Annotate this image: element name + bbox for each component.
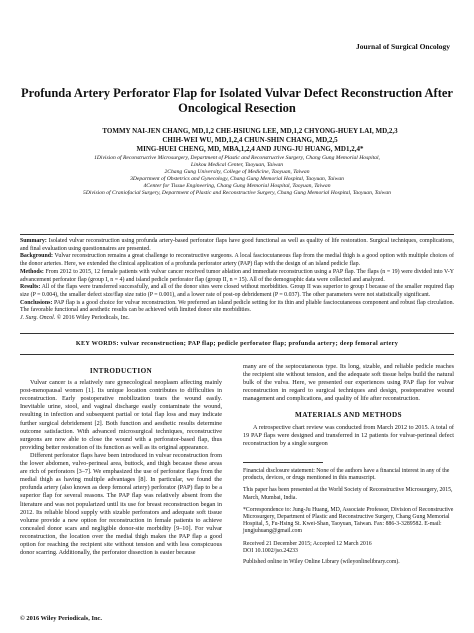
keywords <box>20 340 454 347</box>
footnote: Received 21 December 2015; Accepted 12 March 2016 <box>243 540 372 547</box>
abstract-results: Results: All of the flaps were transferred successfully, and all of the donor sites were closed without morbidities. Group II was superior to group I because of the smaller required flap size (P = 0.004), the smaller defect size/flap size ratio (P = 0.001), and a lower rate of post-op debridement (P = 0.037). The other parameters were not statistically significant. <box>20 284 454 298</box>
footnote: Financial disclosure statement: None of the authors have a financial interest in any of the products, devices, or drugs mentioned in this manuscript. <box>243 468 450 482</box>
author-line: CHIH-WEI WU, MD,1,2,4 CHUN-SHIN CHANG, MD,2,5 <box>162 136 338 144</box>
body-paragraph: A retrospective chart review was conducted from March 2012 to 2015. A total of 19 PAP flaps were designed and transferred in 12 patients for vulvar-perineal defect reconstruction by a single surgeon <box>243 423 454 447</box>
author-list <box>60 127 440 154</box>
abstract-background: Background: Vulvar reconstruction remains a great challenge to reconstructive surgeons. A local fasciocutaneous flap from the medial thigh is a good option with multiple choices of the donor arteries. Here, we extended the clinical application of a profunda perforator artery (PAP) flap with the design of an island pedicle flap. <box>20 253 454 268</box>
right-column <box>243 363 454 448</box>
abstract-top-rule <box>20 234 454 235</box>
abstract-citation: J. Surg. Oncol. © 2016 Wiley Periodicals, Inc. <box>20 315 130 322</box>
footnote: DOI 10.1002/jso.24233 <box>243 547 298 554</box>
page-copyright: © 2016 Wiley Periodicals, Inc. <box>20 615 102 622</box>
body-paragraph: Vulvar cancer is a relatively rare gynecological neoplasm affecting mainly post-menopausal women [1]. Its unique location contributes to difficulties in reconstruction. Early postoperative mobilization tears the wound easily. Inevitable urine, stool, and vaginal discharge easily contaminate the wound, resulting in infection and subsequent partial or total flap loss and may indicate further surgical debridement [2]. Both function and aesthetic results determine outcome satisfaction. With advanced microsurgical techniques, reconstructive surgeons are now able to close the wound with a perforator-based flap, thus providing better restoration of its function as well as its original appearance. <box>20 379 222 451</box>
methods-heading: MATERIALS AND METHODS <box>295 411 402 420</box>
affiliation: 1Division of Reconstructive Microsurgery, Department of Plastic and Reconstructive Surgery, Chang Gung Memorial Hospital, <box>94 155 380 161</box>
affiliation: 3Department of Obstetrics and Gynecology, Chang Gung Memorial Hospital, Taoyuan, Taiwan <box>130 176 344 182</box>
footnote: Published online in Wiley Online Library (wileyonlinelibrary.com). <box>243 559 400 566</box>
article-title: Profunda Artery Perforator Flap for Isolated Vulvar Defect Reconstruction After Oncological Resection <box>21 86 453 115</box>
affiliation-list <box>20 155 454 197</box>
abstract-summary: Summary: Isolated vulvar reconstruction using profunda artery-based perforator flaps have good functional as well as quality of life restoration. Surgical techniques, complications, and final evaluation using questionnaires are presented. <box>20 238 454 252</box>
affiliation: Linkou Medical Center, Taoyuan, Taiwan <box>190 162 284 168</box>
footnote-rule <box>243 462 323 463</box>
body-paragraph: many are of the septocutaneous type. Its long, sizable, and reliable pedicle reaches the recipient site without tension, and the adequate soft tissue helps build the natural bulk of the vulva. Here, we presented our experiences using PAP flap for vulvar reconstruction in regard to surgical techniques and design, postoperative wound management and complications, and quality of life after reconstruction. <box>243 363 454 403</box>
abstract <box>20 238 454 323</box>
footnote: *Correspondence to: Jung-Ju Huang, MD, Associate Professor, Division of Reconstructive Microsurgery, Department of Plastic and Reconstructive Surgery, Chang Gung Memorial Hospital, 5, Fu-Hsing St. Kwei-Shan, Taoyuan, Taiwan. Fax: 886-3-3289582. E-mail: jungjuhuang@gmail.com <box>243 506 454 535</box>
abstract-methods: Methods: From 2012 to 2015, 12 female patients with vulvar cancer received tumor ablation and immediate reconstruction using a PAP flap. The flaps (n = 19) were divided into V-Y advancement perforator flap (group I, n = 4) and island pedicle perforator flap (group II, n = 15). All of the demographic data were collected and analyzed. <box>20 268 454 283</box>
abstract-conclusions: Conclusions: PAP flap is a good choice for vulvar reconstruction. We preferred an island pedicle setting for its thin and pliable fasciocutaneous component and robust flap circulation. The favorable functional and aesthetic results can be achieved with limited donor site morbidities. <box>20 299 454 314</box>
body-paragraph: Different perforator flaps have been introduced in vulvar reconstruction from the lower abdomen, vulvo-perineal area, buttock, and thigh because these areas are rich of perforators [3–7]. We emphasized the use of perforator flaps from the medial thigh as having multiple advantages [8]. In particular, we found the profunda artery (also known as deep femoral artery) perforator (PAP) flap to be a superior flap for several reasons. The PAP flap was relatively absent from the literature and was not popularized until its use for breast reconstruction began in 2012. Its reliable blood supply with sizable perforators and adequate soft tissue volume provide a new option for reconstruction in female patients to achieve concealed donor scars and negligible donor-site morbidity [9–10]. For vulvar reconstruction, the location over the medial thigh makes the PAP flap a good option for reaching the recipient site without tension and with less conspicuous donor scarring. Additionally, the perforator dissection is easier because <box>20 451 222 557</box>
keywords-bottom-rule <box>20 354 454 355</box>
left-column <box>20 363 222 557</box>
abstract-bottom-rule <box>20 333 454 334</box>
journal-name: Journal of Surgical Oncology <box>356 42 450 51</box>
affiliation: 4Center for Tissue Engineering, Chang Gung Memorial Hospital, Taoyuan, Taiwan <box>143 183 331 189</box>
footnote: This paper has been presented at the World Society of Reconstructive Microsurgery, 2015, March, Mumbai, India. <box>243 487 453 501</box>
affiliation: 5Division of Craniofacial Surgery, Department of Plastic and Reconstructive Surgery, Chang Gung Memorial Hospital, Taoyuan, Taiwan <box>83 190 391 196</box>
author-line: MING-HUEI CHENG, MD, MBA,1,2,4 AND JUNG-JU HUANG, MD1,2,4* <box>136 145 364 153</box>
affiliation: 2Chang Gung University, College of Medicine, Taoyuan, Taiwan <box>164 169 310 175</box>
keywords-label: KEY WORDS: <box>75 340 119 347</box>
keywords-text: vulvar reconstruction; PAP flap; pedicle perforator flap; profunda artery; deep femoral artery <box>120 340 399 347</box>
intro-heading: INTRODUCTION <box>89 367 153 375</box>
footnotes <box>243 468 454 571</box>
author-line: TOMMY NAI-JEN CHANG, MD,1,2 CHE-HSIUNG LEE, MD,1,2 CHYONG-HUEY LAI, MD,2,3 <box>102 127 398 135</box>
